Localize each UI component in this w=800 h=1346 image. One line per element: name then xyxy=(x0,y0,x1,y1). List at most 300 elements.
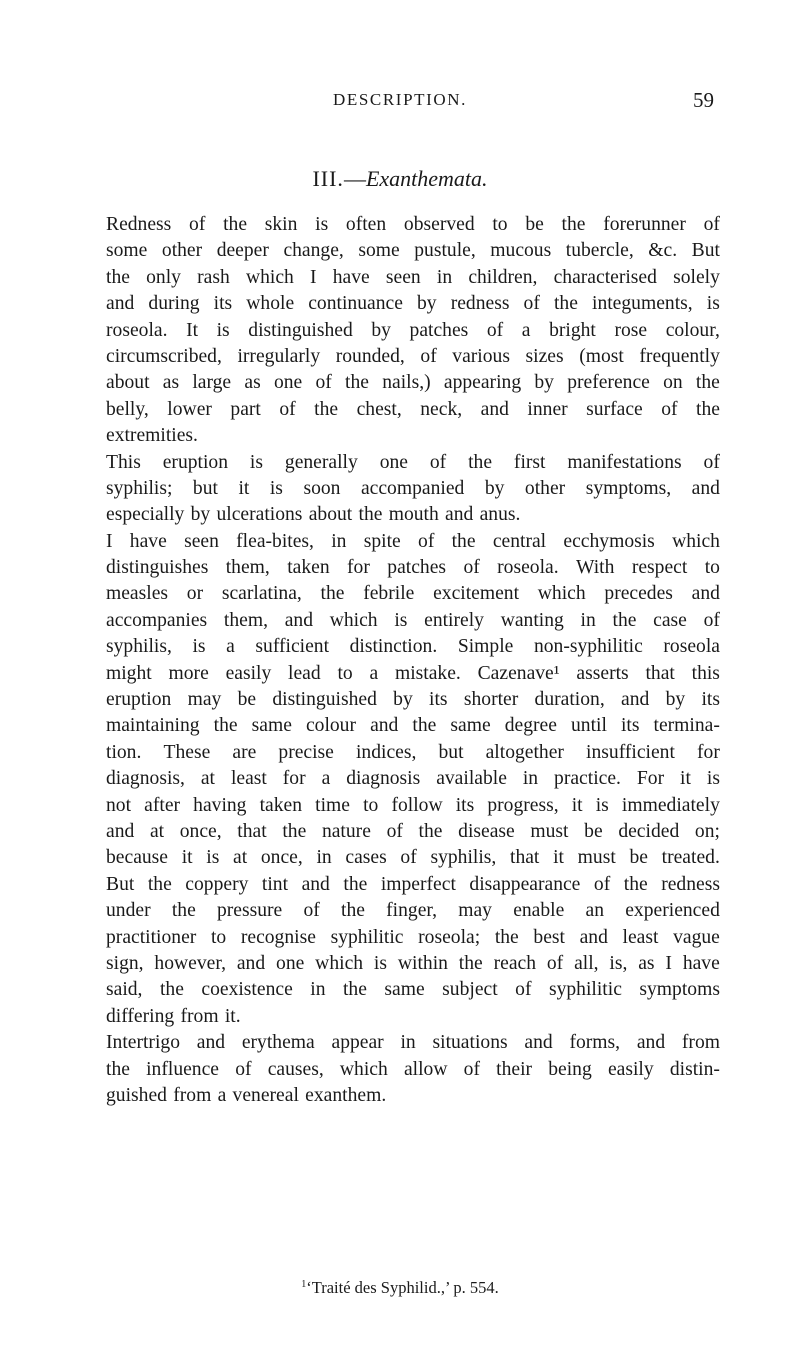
word: whole xyxy=(246,293,295,315)
word: sign, xyxy=(106,952,144,974)
word: colour xyxy=(305,715,357,737)
word: the xyxy=(553,293,578,315)
word: its xyxy=(620,715,640,737)
word: available xyxy=(436,768,507,790)
word: and xyxy=(579,926,608,948)
word: bright xyxy=(549,319,596,341)
word: by xyxy=(417,293,437,315)
word: and xyxy=(106,293,135,315)
text-line xyxy=(106,793,720,819)
word: mistake. xyxy=(394,662,461,684)
word: on xyxy=(663,372,683,394)
word: its xyxy=(429,689,448,711)
text-line xyxy=(106,845,720,871)
word: the xyxy=(358,504,383,526)
section-dash: — xyxy=(343,166,366,191)
word: by xyxy=(484,477,505,499)
footnote-marker: 1 xyxy=(301,1279,307,1290)
word: the xyxy=(106,266,130,288)
word: of xyxy=(386,820,403,842)
word: chest, xyxy=(356,398,402,420)
word: other xyxy=(161,240,203,262)
word: erythema xyxy=(241,1032,315,1054)
word: pressure xyxy=(216,900,283,922)
word: observed xyxy=(403,214,475,235)
word: disappearance xyxy=(469,873,581,895)
word: is xyxy=(269,477,283,499)
word: syphilitic xyxy=(548,979,622,1001)
word: and xyxy=(524,1032,553,1054)
word: in xyxy=(331,530,347,552)
word: on; xyxy=(694,820,720,842)
word: the xyxy=(468,451,493,473)
word: under xyxy=(106,900,151,922)
word: progress, xyxy=(487,794,559,816)
word: it xyxy=(181,847,193,869)
word: rose xyxy=(614,319,648,341)
word: and xyxy=(691,477,720,499)
word: I xyxy=(106,530,113,552)
word: colour, xyxy=(665,319,720,341)
word: part xyxy=(230,398,261,420)
word: eruption xyxy=(162,451,229,473)
word: of xyxy=(279,398,296,420)
word: Redness xyxy=(106,214,172,235)
word: in xyxy=(580,609,596,631)
word: distinguished xyxy=(248,319,353,341)
word: in xyxy=(316,847,332,869)
word: the xyxy=(612,609,637,631)
word: seen xyxy=(385,266,421,288)
word: have xyxy=(332,266,370,288)
word: patches xyxy=(387,557,447,579)
word: to xyxy=(363,794,379,816)
word: is xyxy=(706,768,720,790)
word: degree xyxy=(504,715,557,737)
word: &c. xyxy=(648,240,678,262)
word: venereal xyxy=(232,1084,299,1106)
word: treated. xyxy=(661,847,720,869)
word: a xyxy=(226,636,235,658)
word: accompanied xyxy=(360,477,465,499)
word: diagnosis xyxy=(346,768,421,790)
section-title: Exanthemata. xyxy=(365,166,488,191)
running-title: DESCRIPTION. xyxy=(333,90,467,109)
word: spite xyxy=(363,530,401,552)
word: for xyxy=(697,741,720,763)
text-line xyxy=(106,740,720,766)
word: or xyxy=(186,583,204,605)
word: other xyxy=(524,477,566,499)
word: subject xyxy=(442,979,498,1001)
word: inner xyxy=(527,398,568,420)
word: in xyxy=(400,1032,416,1054)
word: skin xyxy=(264,214,298,235)
word: that xyxy=(510,847,540,869)
word: from xyxy=(180,1005,219,1027)
word: least xyxy=(622,926,659,948)
word: lead xyxy=(288,662,321,684)
word: and xyxy=(106,820,135,842)
word: but xyxy=(438,741,464,763)
word: sizes xyxy=(525,345,564,367)
word: may xyxy=(458,900,492,922)
word: said, xyxy=(106,979,143,1001)
word: of xyxy=(418,530,435,552)
word: having xyxy=(193,794,247,816)
word: forerunner xyxy=(603,214,686,235)
word: immediately xyxy=(621,794,720,816)
word: is xyxy=(249,451,263,473)
word: syphilitic xyxy=(330,926,404,948)
word: scarlatina, xyxy=(221,583,302,605)
word: experienced xyxy=(625,900,720,922)
text-line xyxy=(106,872,720,898)
word: precedes xyxy=(604,583,673,605)
word: belly, xyxy=(106,398,149,420)
word: and xyxy=(301,873,330,895)
word: more xyxy=(168,662,209,684)
word: rounded, xyxy=(335,345,405,367)
word: of xyxy=(303,900,320,922)
word: to xyxy=(210,926,227,948)
word: is xyxy=(595,794,609,816)
word: precise xyxy=(278,741,334,763)
word: exanthem. xyxy=(305,1084,387,1106)
word: about xyxy=(106,372,150,394)
word: of xyxy=(429,451,447,473)
word: sufficient xyxy=(255,636,330,658)
word: its xyxy=(701,689,720,711)
word: the xyxy=(223,214,248,235)
word: often xyxy=(345,214,387,235)
word: of xyxy=(463,557,480,579)
word: have xyxy=(682,952,720,974)
text-line xyxy=(106,291,720,317)
word: practice. xyxy=(554,768,621,790)
word: to xyxy=(337,662,353,684)
word: I xyxy=(665,952,672,974)
word: roseola xyxy=(663,636,720,658)
word: of xyxy=(315,372,332,394)
word: respect xyxy=(631,557,688,579)
word: causes, xyxy=(267,1058,324,1080)
text-line xyxy=(106,687,720,713)
word: by xyxy=(371,319,391,341)
word: must xyxy=(577,847,616,869)
word: nails,) xyxy=(382,372,431,394)
word: the xyxy=(171,900,196,922)
text-line xyxy=(106,238,720,264)
word: symptoms, xyxy=(585,477,672,499)
word: the xyxy=(213,715,238,737)
word: the xyxy=(314,398,339,420)
word: that xyxy=(645,662,675,684)
word: a xyxy=(321,768,331,790)
word: Cazenave¹ xyxy=(477,662,560,684)
word: and xyxy=(284,609,313,631)
word: that xyxy=(237,820,267,842)
word: especially xyxy=(106,504,185,526)
text-line xyxy=(106,555,720,581)
word: I xyxy=(310,266,317,288)
word: extremities. xyxy=(106,425,198,447)
word: seen xyxy=(184,530,219,552)
word: roseola. xyxy=(497,557,559,579)
word: rash xyxy=(197,266,230,288)
word: continuance xyxy=(308,293,403,315)
word: follow xyxy=(391,794,443,816)
word: It xyxy=(186,319,199,341)
word: soon xyxy=(303,477,341,499)
word: the xyxy=(345,372,369,394)
word: appear xyxy=(331,1032,384,1054)
word: of xyxy=(703,214,720,235)
word: for xyxy=(282,768,306,790)
word: until xyxy=(570,715,607,737)
text-line xyxy=(106,370,720,396)
word: ecchymosis xyxy=(563,530,655,552)
word: must xyxy=(530,820,569,842)
word: is xyxy=(373,952,387,974)
word: is xyxy=(192,636,206,658)
word: their xyxy=(496,1058,533,1080)
word: a xyxy=(369,662,379,684)
word: large xyxy=(192,372,232,394)
word: of xyxy=(523,293,540,315)
word: distin- xyxy=(669,1058,720,1080)
word: syphilis, xyxy=(430,847,497,869)
word: it. xyxy=(224,1005,241,1027)
word: time xyxy=(315,794,350,816)
word: be xyxy=(629,847,648,869)
text-line xyxy=(106,344,720,370)
word: be xyxy=(237,689,257,711)
text-line xyxy=(106,1004,720,1030)
word: have xyxy=(129,530,167,552)
word: situations xyxy=(432,1032,508,1054)
word: recognise xyxy=(240,926,316,948)
word: of xyxy=(703,451,720,473)
word: same xyxy=(450,715,491,737)
text-line xyxy=(106,977,720,1003)
word: neck, xyxy=(420,398,463,420)
word: only xyxy=(146,266,181,288)
word: anus. xyxy=(479,504,521,526)
word: distinction. xyxy=(349,636,438,658)
word: after xyxy=(144,794,181,816)
word: least xyxy=(230,768,267,790)
word: of xyxy=(593,873,611,895)
word: finger, xyxy=(386,900,438,922)
word: indices, xyxy=(355,741,417,763)
word: as xyxy=(244,372,261,394)
word: of xyxy=(486,319,504,341)
word: integuments, xyxy=(592,293,693,315)
word: duration, xyxy=(534,689,605,711)
word: for xyxy=(347,557,370,579)
word: being xyxy=(548,1058,592,1080)
word: insufficient xyxy=(586,741,675,763)
word: and xyxy=(445,504,474,526)
word: But xyxy=(106,873,135,895)
word: the xyxy=(159,979,184,1001)
word: which xyxy=(315,952,364,974)
word: coexistence xyxy=(201,979,293,1001)
word: as xyxy=(638,952,655,974)
text-line xyxy=(106,951,720,977)
text-line xyxy=(106,450,720,476)
word: accompanies xyxy=(106,609,208,631)
word: ulcerations xyxy=(216,504,303,526)
word: it xyxy=(680,768,691,790)
word: it xyxy=(553,847,564,869)
word: altogether xyxy=(485,741,564,763)
word: its xyxy=(213,293,233,315)
word: about xyxy=(308,504,353,526)
word: of xyxy=(546,952,564,974)
word: be xyxy=(525,214,544,235)
text-line xyxy=(106,265,720,291)
text-line xyxy=(106,634,720,660)
word: taken xyxy=(287,557,330,579)
word: imperfect xyxy=(380,873,456,895)
text-line xyxy=(106,397,720,423)
word: vague xyxy=(673,926,720,948)
text-line xyxy=(106,661,720,687)
word: the xyxy=(282,820,307,842)
word: of xyxy=(515,979,532,1001)
word: is xyxy=(216,319,230,341)
word: characterised xyxy=(553,266,657,288)
word: allow xyxy=(403,1058,448,1080)
word: With xyxy=(576,557,615,579)
word: not xyxy=(106,794,132,816)
page-number: 59 xyxy=(693,88,714,112)
word: the xyxy=(147,873,172,895)
word: of xyxy=(703,609,720,631)
word: the xyxy=(342,979,367,1001)
word: and xyxy=(691,583,720,605)
word: flea-bites, xyxy=(236,530,314,552)
word: might xyxy=(106,662,152,684)
text-line xyxy=(106,529,720,555)
text-line xyxy=(106,476,720,502)
text-line xyxy=(106,581,720,607)
word: them, xyxy=(225,557,270,579)
word: the xyxy=(106,1058,130,1080)
word: differing xyxy=(106,1005,175,1027)
word: because xyxy=(106,847,169,869)
word: from xyxy=(173,1084,212,1106)
word: For xyxy=(636,768,665,790)
word: easily xyxy=(607,1058,654,1080)
word: distinguished xyxy=(272,689,377,711)
word: from xyxy=(681,1032,720,1054)
word: maintaining xyxy=(106,715,200,737)
word: wanting xyxy=(500,609,564,631)
word: preference xyxy=(567,372,650,394)
word: central xyxy=(492,530,547,552)
word: of xyxy=(661,398,678,420)
text-line xyxy=(106,713,720,739)
text-line xyxy=(106,608,720,634)
word: disease xyxy=(458,820,515,842)
word: deeper xyxy=(216,240,269,262)
word: reach xyxy=(493,952,537,974)
word: which xyxy=(245,266,294,288)
word: at xyxy=(233,847,248,869)
word: mouth xyxy=(388,504,439,526)
word: the xyxy=(412,715,437,737)
word: various xyxy=(452,345,510,367)
word: this xyxy=(691,662,720,684)
word: an xyxy=(585,900,605,922)
word: roseola; xyxy=(418,926,481,948)
word: one xyxy=(379,451,408,473)
word: and xyxy=(196,1032,226,1054)
footnote xyxy=(0,1278,800,1298)
word: coppery xyxy=(185,873,249,895)
body-text xyxy=(106,212,720,1109)
footnote-text: ‘Traité des Syphilid.,’ p. 554. xyxy=(306,1278,499,1297)
word: appearing xyxy=(443,372,522,394)
word: the xyxy=(341,900,365,922)
word: syphilis; xyxy=(106,477,173,499)
word: by xyxy=(393,689,413,711)
word: nature xyxy=(321,820,371,842)
word: surface xyxy=(586,398,643,420)
word: asserts xyxy=(576,662,629,684)
word: may xyxy=(187,689,222,711)
word: in xyxy=(522,768,539,790)
word: entirely xyxy=(424,609,484,631)
word: at xyxy=(200,768,215,790)
word: change, xyxy=(283,240,344,262)
word: termina- xyxy=(653,715,720,737)
text-line xyxy=(106,819,720,845)
word: which xyxy=(672,530,720,552)
word: of xyxy=(400,847,417,869)
word: solely xyxy=(673,266,720,288)
word: measles xyxy=(106,583,169,605)
word: but xyxy=(192,477,218,499)
word: the xyxy=(623,873,648,895)
word: is xyxy=(394,609,408,631)
word: taken xyxy=(259,794,303,816)
word: the xyxy=(695,372,720,394)
word: it xyxy=(238,477,250,499)
word: But xyxy=(691,240,720,262)
word: its xyxy=(455,794,475,816)
word: syphilis, xyxy=(106,636,172,658)
word: is xyxy=(706,293,720,315)
word: cases xyxy=(345,847,387,869)
text-line xyxy=(106,318,720,344)
word: all, xyxy=(574,952,599,974)
word: which xyxy=(537,583,586,605)
word: once, xyxy=(179,820,222,842)
word: tint xyxy=(261,873,289,895)
word: distinguishes xyxy=(106,557,209,579)
word: the xyxy=(418,820,443,842)
word: be xyxy=(584,820,603,842)
word: circumscribed, xyxy=(106,345,222,367)
word: and xyxy=(370,715,399,737)
text-line xyxy=(106,1030,720,1056)
word: within xyxy=(397,952,448,974)
word: one xyxy=(273,372,303,394)
